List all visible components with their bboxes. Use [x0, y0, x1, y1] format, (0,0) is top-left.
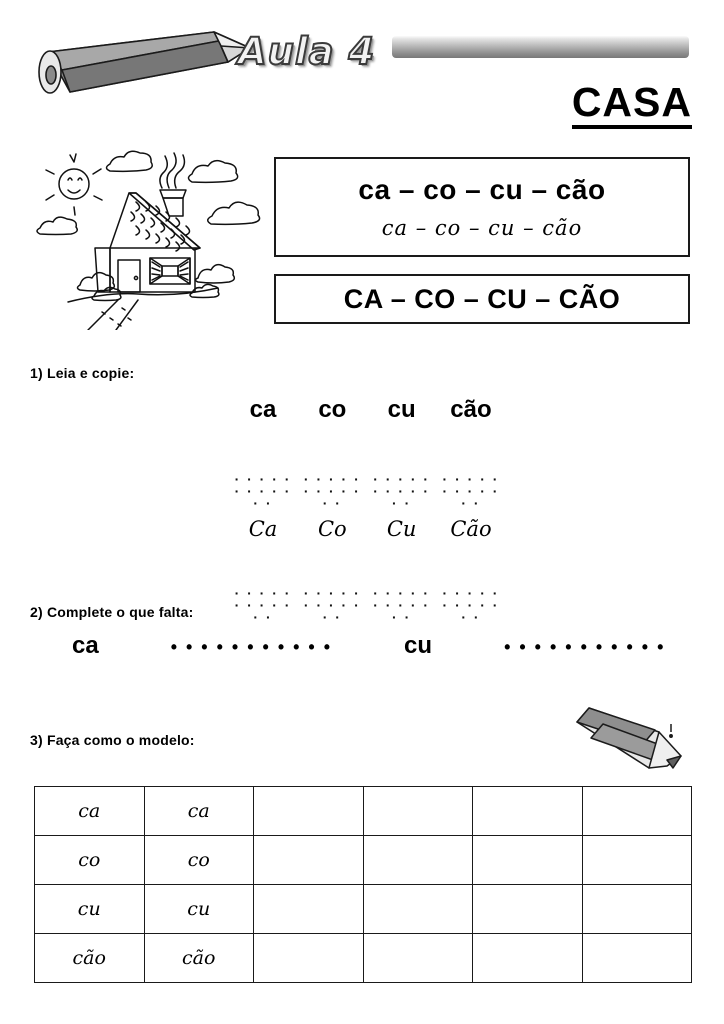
exercise-1-cursive-word: Ca	[248, 517, 278, 541]
table-cell[interactable]	[473, 836, 583, 885]
model-practice-table	[34, 786, 692, 983]
table-cell[interactable]: co	[35, 836, 145, 885]
table-cell[interactable]	[582, 885, 692, 934]
table-cell[interactable]	[473, 934, 583, 983]
syllable-box-lowercase	[274, 157, 690, 257]
exercise-1-print-word: cão	[450, 396, 492, 423]
table-cell[interactable]: cu	[144, 885, 254, 934]
dotted-writing-line[interactable]: · · · · · · · · · · · ·	[442, 471, 500, 511]
exercise-1-cursive-word: Co	[317, 517, 347, 541]
table-cell[interactable]	[254, 934, 364, 983]
table-cell[interactable]	[363, 885, 473, 934]
exercise-1-dotted-row	[232, 587, 502, 623]
table-row	[35, 934, 692, 983]
table-cell[interactable]	[582, 787, 692, 836]
table-row	[35, 885, 692, 934]
dotted-writing-line[interactable]: · · · · · · · · · · · ·	[303, 471, 361, 511]
table-cell[interactable]	[363, 836, 473, 885]
dotted-writing-line[interactable]: · · · · · · · · · · · ·	[373, 471, 431, 511]
exercise-1-print-word: ca	[249, 396, 277, 423]
exercise-2-block	[72, 632, 665, 660]
exercise-1-block	[232, 395, 502, 623]
table-cell[interactable]: ca	[144, 787, 254, 836]
exercise-2-word: ca	[72, 632, 99, 659]
pencil-small-icon	[563, 698, 693, 778]
exercise-2-label: 2) Complete o que falta:	[30, 604, 194, 620]
model-table-body	[35, 787, 692, 983]
syllables-print-lowercase: ca – co – cu – cão	[358, 174, 606, 205]
exercise-1-dotted-row	[232, 473, 502, 509]
page-title: CASA	[572, 80, 692, 129]
pencil-large-icon	[14, 26, 264, 98]
table-cell[interactable]: cão	[144, 934, 254, 983]
dotted-writing-line[interactable]: · · · · · · · · · · · ·	[373, 585, 431, 625]
exercise-1-print-word: co	[318, 396, 347, 423]
exercise-1-print-word: cu	[387, 396, 416, 423]
table-cell[interactable]	[254, 885, 364, 934]
dotted-writing-line[interactable]: · · · · · · · · · · · ·	[234, 471, 292, 511]
syllables-print-uppercase: CA – CO – CU – CÃO	[343, 283, 621, 314]
table-cell[interactable]	[363, 787, 473, 836]
exercise-1-cursive-word: Cu	[386, 517, 417, 541]
table-cell[interactable]: ca	[35, 787, 145, 836]
exercise-3-label: 3) Faça como o modelo:	[30, 732, 195, 748]
table-cell[interactable]	[473, 885, 583, 934]
dotted-writing-line[interactable]: · · · · · · · · · · · ·	[442, 585, 500, 625]
table-cell[interactable]	[582, 934, 692, 983]
table-cell[interactable]	[254, 836, 364, 885]
exercise-2-blank[interactable]: • • • • • • • • • • •	[504, 637, 666, 657]
table-row	[35, 836, 692, 885]
lesson-title: Aula 4	[238, 30, 376, 73]
table-row	[35, 787, 692, 836]
dotted-writing-line[interactable]: · · · · · · · · · · · ·	[234, 585, 292, 625]
table-cell[interactable]: cão	[35, 934, 145, 983]
exercise-1-cursive-word: Cão	[450, 517, 492, 541]
house-line-drawing	[32, 150, 268, 330]
exercise-2-word: cu	[404, 632, 433, 659]
table-cell[interactable]	[473, 787, 583, 836]
table-cell[interactable]	[363, 934, 473, 983]
table-cell[interactable]: co	[144, 836, 254, 885]
dotted-writing-line[interactable]: · · · · · · · · · · · ·	[303, 585, 361, 625]
header-gradient-bar	[392, 36, 689, 58]
table-cell[interactable]: cu	[35, 885, 145, 934]
page-header	[0, 0, 724, 150]
syllable-box-uppercase	[274, 274, 690, 324]
table-cell[interactable]	[254, 787, 364, 836]
table-cell[interactable]	[582, 836, 692, 885]
exercise-1-label: 1) Leia e copie:	[30, 365, 135, 381]
exercise-1-print-row	[232, 395, 502, 425]
exercise-1-cursive-row	[232, 515, 502, 543]
exercise-2-blank[interactable]: • • • • • • • • • • •	[170, 637, 333, 657]
syllables-cursive-lowercase: ca – co – cu – cão	[381, 216, 583, 240]
